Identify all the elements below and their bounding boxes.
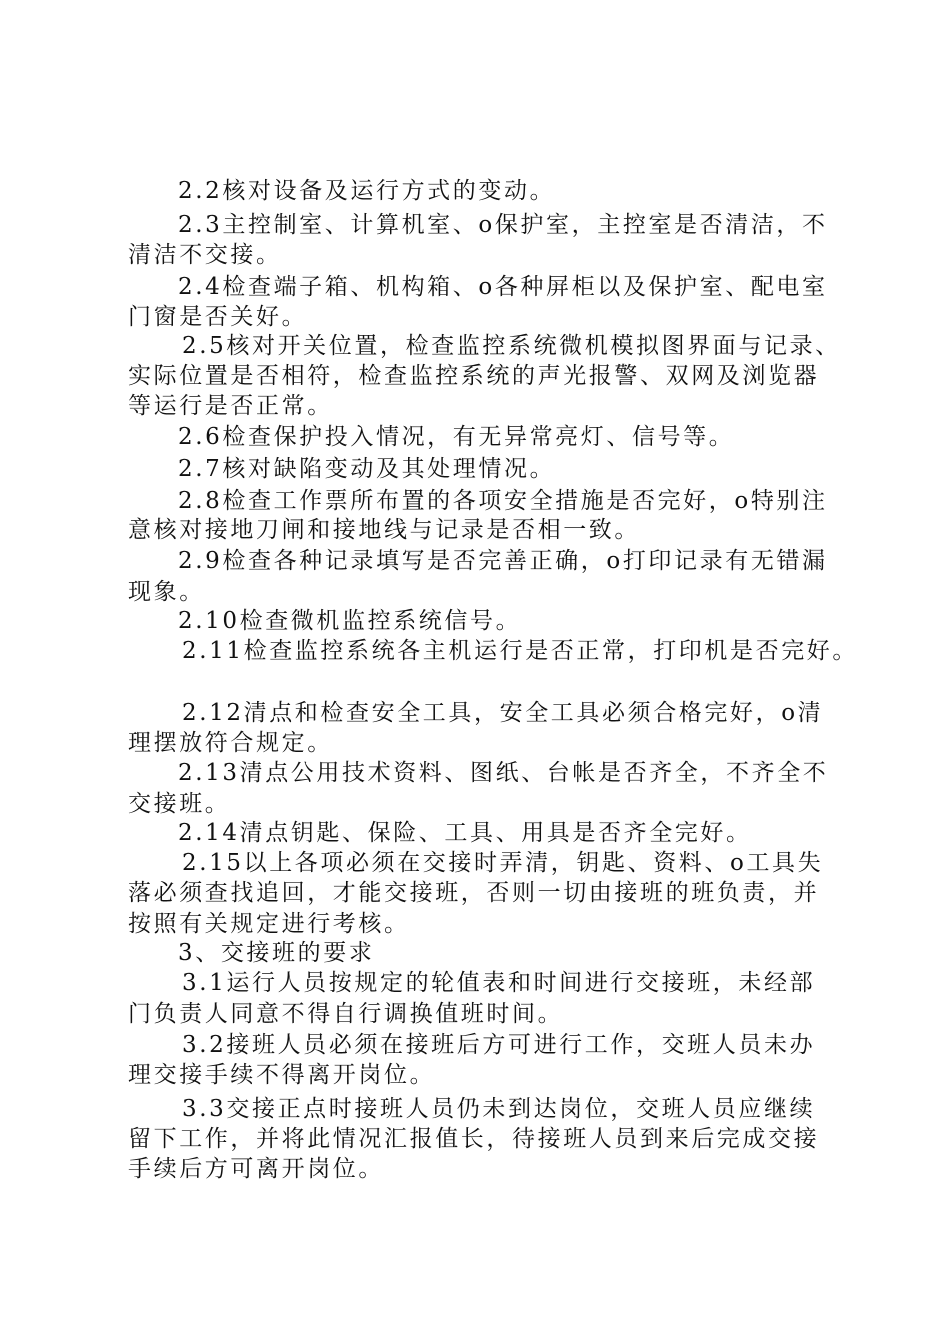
text-line: 2.7核对缺陷变动及其处理情况。: [178, 456, 556, 482]
text-line: 2.14清点钥匙、保险、工具、用具是否齐全完好。: [178, 820, 752, 846]
text-line: 门窗是否关好。: [128, 304, 308, 330]
text-line: 2.11检查监控系统各主机运行是否正常，打印机是否完好。: [182, 638, 859, 664]
text-line: 2.3主控制室、计算机室、o保护室，主控室是否清洁，不: [178, 212, 828, 238]
text-line: 现象。: [128, 579, 205, 605]
text-line: 2.8检查工作票所布置的各项安全措施是否完好，o特别注: [178, 488, 828, 514]
text-line: 交接班。: [128, 791, 231, 817]
text-line: 理交接手续不得离开岗位。: [128, 1062, 436, 1088]
text-line: 2.12清点和检查安全工具，安全工具必须合格完好，o清: [182, 700, 824, 726]
text-line: 3.1运行人员按规定的轮值表和时间进行交接班，未经部: [182, 970, 816, 996]
text-line: 门负责人同意不得自行调换值班时间。: [128, 1001, 564, 1027]
text-line: 理摆放符合规定。: [128, 730, 333, 756]
text-line: 3.2接班人员必须在接班后方可进行工作，交班人员未办: [182, 1032, 816, 1058]
text-line: 等运行是否正常。: [128, 393, 333, 419]
text-line: 手续后方可离开岗位。: [128, 1156, 384, 1182]
text-line: 按照有关规定进行考核。: [128, 911, 410, 937]
text-line: 2.2核对设备及运行方式的变动。: [178, 178, 556, 204]
text-line: 2.4检查端子箱、机构箱、o各种屏柜以及保护室、配电室: [178, 274, 828, 300]
text-line: 2.15以上各项必须在交接时弄清，钥匙、资料、o工具失: [182, 850, 824, 876]
text-line: 留下工作，并将此情况汇报值长，待接班人员到来后完成交接: [128, 1126, 820, 1152]
text-line: 3.3交接正点时接班人员仍未到达岗位，交班人员应继续: [182, 1096, 816, 1122]
text-line: 2.5核对开关位置，检查监控系统微机模拟图界面与记录、: [182, 333, 841, 359]
text-line: 清洁不交接。: [128, 242, 282, 268]
text-line: 意核对接地刀闸和接地线与记录是否相一致。: [128, 517, 640, 543]
text-line: 实际位置是否相符，检查监控系统的声光报警、双网及浏览器: [128, 363, 820, 389]
text-line: 2.10检查微机监控系统信号。: [178, 608, 522, 634]
text-line: 2.9检查各种记录填写是否完善正确，o打印记录有无错漏: [178, 548, 828, 574]
section-heading: 3、交接班的要求: [178, 940, 375, 966]
text-line: 落必须查找追回，才能交接班，否则一切由接班的班负责，并: [128, 880, 820, 906]
text-line: 2.6检查保护投入情况，有无异常亮灯、信号等。: [178, 424, 735, 450]
text-line: 2.13清点公用技术资料、图纸、台帐是否齐全，不齐全不: [178, 760, 829, 786]
